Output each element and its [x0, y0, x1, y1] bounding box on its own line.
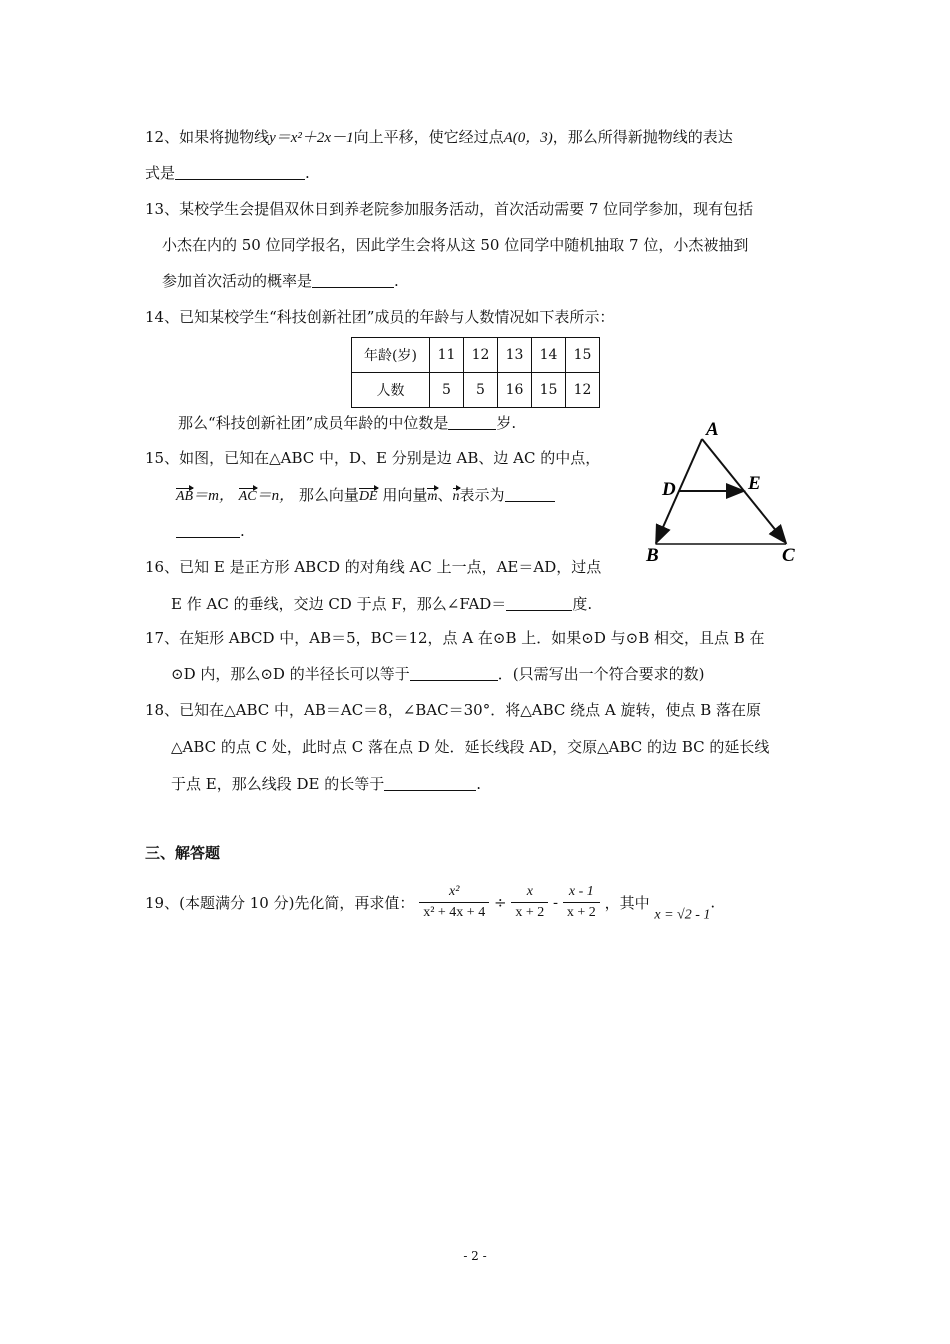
- q12-point: A(0，3): [503, 130, 553, 146]
- label-a: A: [706, 419, 719, 440]
- question-15-line1: [145, 447, 600, 468]
- vector-n: n: [452, 489, 460, 504]
- q15-eq-n: ＝n，: [256, 488, 295, 504]
- q16-unit: 度.: [572, 595, 593, 613]
- table-cell: 11: [430, 338, 464, 373]
- q13-line1: 某校学生会提倡双休日到养老院参加服务活动，首次活动需要 7 位同学参加，现有包括: [179, 200, 754, 218]
- table-cell: 14: [532, 338, 566, 373]
- question-12-line1: [145, 126, 733, 147]
- table-cell: 15: [532, 373, 566, 408]
- section-heading: 三、解答题: [145, 844, 221, 862]
- question-13-line1: [145, 198, 753, 219]
- answer-blank[interactable]: [176, 523, 240, 538]
- table-row-header: 人数: [352, 373, 430, 408]
- table-cell: 5: [430, 373, 464, 408]
- question-18-line2: △ABC 的点 C 处，此时点 C 落在点 D 处．延长线段 AD，交原△ABC 的边 BC 的延长线: [171, 738, 770, 756]
- question-14-line1: [145, 306, 614, 327]
- fraction-1-numerator: x²: [419, 884, 489, 903]
- q12-expression: y＝x²＋2x－1: [269, 130, 354, 146]
- q13-line3: 参加首次活动的概率是: [162, 272, 313, 290]
- question-19: [145, 884, 715, 924]
- triangle-figure: [640, 415, 820, 575]
- fraction-2-numerator: x: [511, 884, 548, 903]
- question-13-line2: 小杰在内的 50 位同学报名，因此学生会将从这 50 位同学中随机抽取 7 位，小杰被抽到: [162, 236, 749, 254]
- answer-blank[interactable]: [506, 596, 572, 611]
- table-row: [352, 338, 600, 373]
- table-cell: 12: [566, 373, 600, 408]
- table-cell: 13: [498, 338, 532, 373]
- minus-sign: -: [553, 893, 559, 912]
- answer-blank[interactable]: [505, 487, 555, 502]
- q14-text: 已知某校学生“科技创新社团”成员的年龄与人数情况如下表所示：: [179, 308, 615, 326]
- fraction-1-denominator: x² + 4x + 4: [423, 905, 486, 920]
- q12-text: 如果将抛物线: [179, 128, 270, 146]
- table-row: [352, 373, 600, 408]
- q19-period: .: [710, 893, 716, 912]
- q12-number: 12、: [145, 128, 180, 146]
- answer-blank[interactable]: [175, 165, 305, 180]
- table-cell: 15: [566, 338, 600, 373]
- q15-sep: 、: [437, 486, 453, 504]
- fraction-1: [419, 884, 489, 921]
- label-c: C: [782, 545, 795, 566]
- question-12-line2: 式是 .: [145, 164, 310, 182]
- q15-number: 15、: [145, 449, 180, 467]
- q16-line1: 已知 E 是正方形 ABCD 的对角线 AC 上一点，AE＝AD，过点: [179, 558, 602, 576]
- q12-text-b: 向上平移，使它经过点: [353, 128, 504, 146]
- q17-line1: 在矩形 ABCD 中，AB＝5，BC＝12，点 A 在⊙B 上．如果⊙D 与⊙B 相交，且点 B 在: [179, 629, 765, 647]
- q12-text-c: ，那么所得新抛物线的表达: [552, 128, 733, 146]
- q19-text: (本题满分 10 分)先化简，再求值：: [179, 894, 415, 912]
- q14-followup: 那么“科技创新社团”成员年龄的中位数是: [178, 414, 449, 432]
- question-14-followup: [178, 412, 516, 433]
- q14-number: 14、: [145, 308, 180, 326]
- q15-line1: 如图，已知在△ABC 中，D、E 分别是边 AB、边 AC 的中点，: [179, 449, 601, 467]
- q18-number: 18、: [145, 701, 180, 719]
- label-d: D: [662, 479, 676, 500]
- question-17-line1: [145, 627, 765, 648]
- q15-text-c: 表示为: [459, 486, 505, 504]
- table-cell: 16: [498, 373, 532, 408]
- vector-ab: AB: [176, 489, 194, 504]
- label-e: E: [748, 473, 761, 494]
- label-b: B: [646, 545, 659, 566]
- table-cell: 12: [464, 338, 498, 373]
- answer-blank[interactable]: [410, 666, 498, 681]
- q17-number: 17、: [145, 629, 180, 647]
- q15-text-b: 用向量: [382, 486, 428, 504]
- question-15-line2: [176, 484, 555, 505]
- answer-blank[interactable]: [312, 273, 394, 288]
- table-cell: 5: [464, 373, 498, 408]
- question-15-line3: .: [176, 522, 245, 540]
- q18-line3a: 于点 E，那么线段 DE 的长等于: [171, 775, 385, 793]
- fraction-3-numerator: x - 1: [563, 884, 600, 903]
- q19-text-b: ，其中: [604, 894, 650, 912]
- answer-blank[interactable]: [384, 776, 476, 791]
- q12-text-d: 式是: [145, 164, 176, 182]
- vector-de: DE: [358, 489, 378, 504]
- q14-unit: 岁.: [496, 414, 517, 432]
- table-row-header: 年龄(岁): [352, 338, 430, 373]
- q15-eq-m: ＝m，: [193, 488, 234, 504]
- question-16-line2: [171, 593, 592, 614]
- fraction-2-denominator: x + 2: [515, 905, 545, 920]
- question-17-line2: [171, 663, 704, 684]
- q17-line2b: ．(只需写出一个符合要求的数): [497, 665, 705, 683]
- question-18-line3: 于点 E，那么线段 DE 的长等于 .: [171, 775, 482, 793]
- fraction-3-denominator: x + 2: [566, 905, 596, 920]
- vector-ac: AC: [238, 489, 257, 504]
- question-18-line1: [145, 699, 761, 720]
- question-16-line1: [145, 556, 601, 577]
- q19-number: 19、: [145, 894, 180, 912]
- x-value: x = √2 - 1: [654, 907, 711, 923]
- fraction-3: [563, 884, 600, 921]
- divide-sign: ÷: [494, 893, 507, 912]
- answer-blank[interactable]: [448, 415, 496, 430]
- q17-line2a: ⊙D 内，那么⊙D 的半径长可以等于: [171, 665, 410, 683]
- q15-text-a: 那么向量: [298, 486, 359, 504]
- page-number: - 2 -: [463, 1249, 487, 1263]
- question-13-line3: 参加首次活动的概率是 .: [162, 272, 399, 290]
- fraction-2: [511, 884, 548, 921]
- q18-line1: 已知在△ABC 中，AB＝AC＝8，∠BAC＝30°．将△ABC 绕点 A 旋转，使点 B 落在原: [179, 701, 762, 719]
- age-count-table: [351, 337, 600, 408]
- q13-number: 13、: [145, 200, 180, 218]
- q16-line2a: E 作 AC 的垂线，交边 CD 于点 F，那么∠FAD＝: [171, 595, 507, 613]
- q16-number: 16、: [145, 558, 180, 576]
- vector-m: m: [427, 489, 438, 504]
